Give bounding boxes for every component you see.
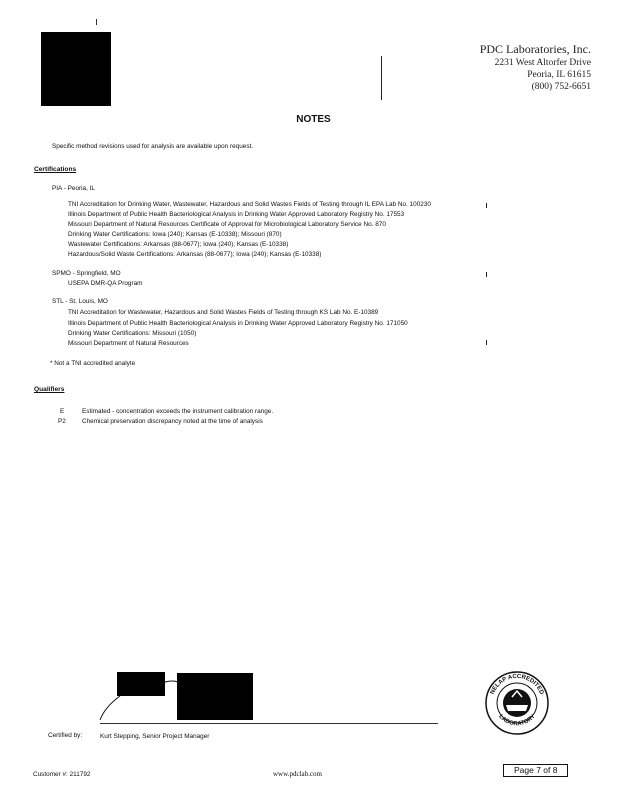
company-phone: (800) 752-6651 (531, 82, 591, 92)
cert-line: Hazardous/Solid Waste Certifications: Arkansas (88-0677); Iowa (240); Kansas (E-10338) (68, 251, 322, 258)
cert-line: Illinois Department of Public Health Bacteriological Analysis in Drinking Water Approved Laboratory Registry No. 171050 (68, 320, 408, 327)
cert-line: Drinking Water Certifications: Missouri (1050) (68, 330, 197, 337)
signature-line (100, 723, 438, 724)
intro-text: Specific method revisions used for analysis are available upon request. (52, 143, 254, 150)
margin-tick (486, 340, 487, 345)
cert-line: Missouri Department of Natural Resources Certificate of Approval for Microbiological Laboratory Service No. 870 (68, 221, 386, 228)
page-number: Page 7 of 8 (503, 764, 568, 777)
customer-number: Customer #: 211792 (33, 771, 91, 778)
cert-line: Illinois Department of Public Health Bacteriological Analysis in Drinking Water Approved Laboratory Registry No. 17553 (68, 211, 405, 218)
letterhead (480, 42, 591, 93)
margin-tick (486, 272, 487, 277)
scan-speck (96, 19, 97, 25)
certified-by-label: Certified by: (48, 732, 83, 739)
footnote: * Not a TNI accredited analyte (50, 360, 136, 367)
cert-line: Missouri Department of Natural Resources (68, 340, 189, 347)
company-address: 2231 West Altorfer Drive (494, 58, 591, 68)
company-city: Peoria, IL 61615 (527, 70, 591, 80)
redacted-logo-block (41, 32, 111, 106)
lab-name-peoria: PIA - Peoria, IL (52, 185, 95, 192)
letterhead-rule (381, 56, 382, 100)
lab-name-st-louis: STL - St. Louis, MO (52, 298, 108, 305)
seal-text-bottom: LABORATORY (497, 713, 537, 728)
certified-by-name: Kurt Stepping, Senior Project Manager (100, 733, 210, 740)
cert-line: TNI Accreditation for Wastewater, Hazardous and Solid Wastes Fields of Testing through KS Lab No. E-10389 (68, 309, 379, 316)
qualifier-text: Estimated - concentration exceeds the instrument calibration range. (82, 408, 274, 415)
qualifier-code: P2 (58, 418, 66, 425)
certifications-heading: Certifications (34, 166, 77, 173)
margin-tick (486, 203, 487, 208)
signature-scribble (95, 672, 215, 722)
seal-text-top: NELAP ACCREDITED (489, 673, 545, 696)
qualifier-text: Chemical preservation discrepancy noted at the time of analysis (82, 418, 263, 425)
footer-website: www.pdclab.com (273, 770, 322, 778)
lab-name-springfield: SPMO - Springfield, MO (52, 270, 121, 277)
cert-line: TNI Accreditation for Drinking Water, Wastewater, Hazardous and Solid Wastes Fields of Testing through IL EPA Lab No. 100230 (68, 201, 431, 208)
cert-line: Wastewater Certifications: Arkansas (88-0677); Iowa (240); Kansas (E-10338) (68, 241, 289, 248)
cert-line: Drinking Water Certifications: Iowa (240); Kansas (E-10338); Missouri (870) (68, 231, 282, 238)
company-name: PDC Laboratories, Inc. (479, 42, 591, 56)
qualifiers-heading: Qualifiers (34, 386, 65, 393)
nelap-seal-icon (482, 667, 552, 737)
cert-line: USEPA DMR-QA Program (68, 280, 143, 287)
page-title: NOTES (296, 114, 331, 125)
qualifier-code: E (60, 408, 65, 415)
